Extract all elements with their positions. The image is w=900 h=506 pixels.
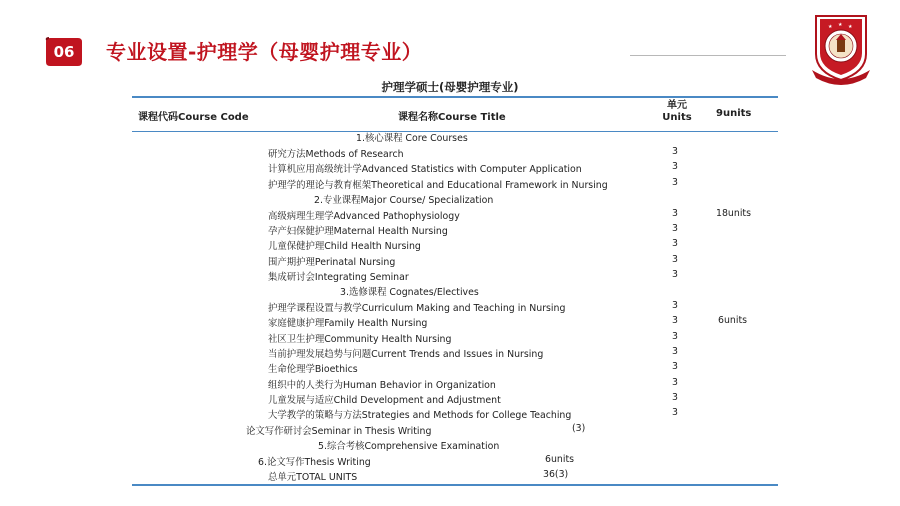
table-title: 护理学硕士(母婴护理专业)	[381, 80, 519, 94]
course-title: 家庭健康护理Family Health Nursing	[268, 318, 428, 329]
course-units: 3	[672, 223, 678, 234]
section-number: 06	[53, 43, 75, 61]
course-title: 围产期护理Perinatal Nursing	[268, 257, 396, 268]
course-title: 计算机应用高级统计学Advanced Statistics with Computer Application	[268, 164, 582, 175]
course-title: 生命伦理学Bioethics	[268, 364, 358, 375]
thesis-title: 6.论文写作Thesis Writing	[258, 457, 371, 468]
svg-text:★: ★	[828, 24, 833, 30]
major-total-units: 18units	[716, 208, 751, 219]
header-total-units: 9units	[716, 108, 752, 119]
seminar-units: (3)	[572, 423, 586, 434]
course-units: 3	[672, 161, 678, 172]
course-title: 组织中的人类行为Human Behavior in Organization	[268, 380, 496, 391]
section-core: 1.核心课程 Core Courses	[356, 133, 468, 144]
header-course-title: 课程名称Course Title	[398, 112, 506, 123]
course-title: 研究方法Methods of Research	[268, 149, 404, 160]
svg-text:★: ★	[838, 22, 843, 28]
course-title: 护理学的理论与教育框架Theoretical and Educational Framework in Nursing	[268, 180, 608, 191]
course-title: 护理学课程设置与教学Curriculum Making and Teaching in Nursing	[268, 303, 566, 314]
section-major: 2.专业课程Major Course/ Specialization	[314, 195, 494, 206]
college-seal-icon	[806, 10, 876, 86]
course-title: 当前护理发展趋势与问题Current Trends and Issues in Nursing	[268, 349, 544, 360]
section-badge	[44, 36, 84, 68]
course-units: 3	[672, 146, 678, 157]
college-logo	[806, 10, 876, 86]
course-title: 集成研讨会Integrating Seminar	[268, 272, 409, 283]
course-units: 3	[672, 300, 678, 311]
course-title: 儿童发展与适应Child Development and Adjustment	[268, 395, 501, 406]
course-units: 3	[672, 392, 678, 403]
svg-text:★: ★	[848, 24, 853, 30]
course-units: 3	[672, 254, 678, 265]
course-units: 3	[672, 269, 678, 280]
course-title: 社区卫生护理Community Health Nursing	[268, 334, 452, 345]
seminar-title: 论文写作研讨会Seminar in Thesis Writing	[246, 426, 432, 437]
course-units: 3	[672, 377, 678, 388]
course-title: 大学教学的策略与方法Strategies and Methods for College Teaching	[268, 410, 572, 421]
table-bottom-rule	[132, 484, 778, 486]
thesis-units: 6units	[545, 454, 575, 465]
section-electives: 3.选修课程 Cognates/Electives	[340, 287, 479, 298]
course-units: 3	[672, 407, 678, 418]
total-title: 总单元TOTAL UNITS	[268, 472, 358, 483]
course-units: 3	[672, 346, 678, 357]
total-units: 36(3)	[543, 469, 569, 480]
course-units: 3	[672, 177, 678, 188]
slide-title: 专业设置-护理学（母婴护理专业）	[106, 40, 423, 64]
course-units: 3	[672, 238, 678, 249]
course-units: 3	[672, 361, 678, 372]
header-units: 单元 Units	[662, 100, 692, 123]
course-title: 高级病理生理学Advanced Pathophysiology	[268, 211, 460, 222]
elective-total-units: 6units	[718, 315, 748, 326]
title-divider	[630, 55, 786, 56]
course-units: 3	[672, 208, 678, 219]
table-top-rule	[132, 96, 778, 98]
course-title: 儿童保健护理Child Health Nursing	[268, 241, 421, 252]
section-exam: 5.综合考核Comprehensive Examination	[318, 441, 500, 452]
header-course-code: 课程代码Course Code	[138, 112, 249, 123]
course-units: 3	[672, 331, 678, 342]
course-title: 孕产妇保健护理Maternal Health Nursing	[268, 226, 448, 237]
course-units: 3	[672, 315, 678, 326]
